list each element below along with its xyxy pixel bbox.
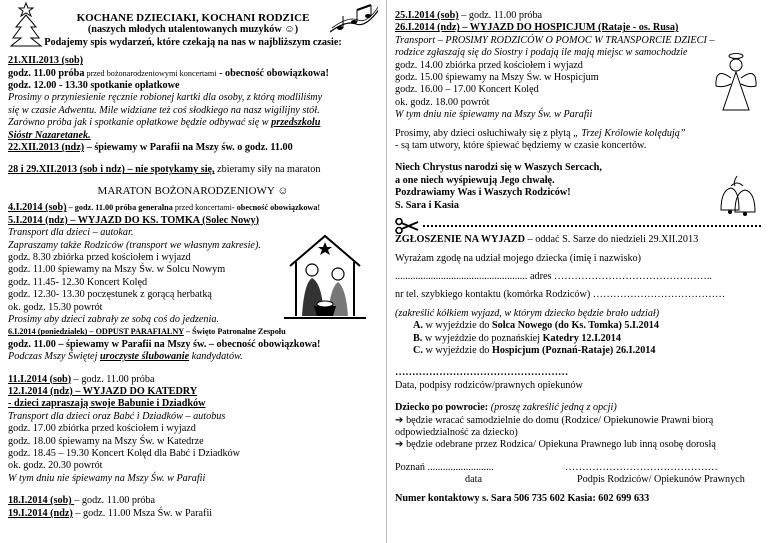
trip-option-a[interactable]: A. w wyjeździe do Solca Nowego (do Ks. Tomka) 5.I.2014 (413, 320, 659, 332)
dec21-meeting: godz. 12.00 - 13.30 spotkanie opłatkowe (8, 80, 180, 92)
christmas-tree-icon (9, 1, 43, 49)
jan5-line-1: Transport dla dzieci – autokar. (8, 227, 134, 239)
city-date-field[interactable]: Poznań .......................... (395, 461, 494, 473)
return-option-1-cont: odpowiedzialność za dziecko) (395, 426, 518, 438)
event-jan19: 19.I.2014 (ndz) – godz. 11.00 Msza Św. w Parafii (8, 507, 213, 519)
jan26-line-1: Transport – PROSIMY RODZICÓW O POMOC W TRANSPORCIE DZIECI – (395, 34, 715, 46)
jan12-line-5: ok. godz. 20.30 powrót (8, 460, 103, 472)
city-sign-row (395, 462, 761, 474)
return-option-2[interactable]: ➔ będzie odebrane przez Rodzica/ Opiekuna Prawnego lub inną osobę dorosłą (395, 439, 716, 451)
jan26-line-6: ok. godz. 18.00 powrót (395, 96, 490, 108)
event-jan25: 25.I.2014 (sob) – godz. 11.00 próba (395, 10, 543, 21)
music-notes-icon (326, 2, 378, 38)
trip-option-b[interactable]: B. w wyjeździe do poznańskiej Katedry 12.I.2014 (413, 332, 621, 344)
jan26-line-2: rodzice zgłaszają się do Siostry i podają ile mają miejsc w samochodzie (395, 47, 688, 59)
jan6-line-1: godz. 11.00 – śpiewamy w Parafii na Mszy św. – obecność obowiązkowa! (8, 338, 321, 350)
jan26-line-4: godz. 15.00 śpiewamy na Mszy Św. w Hospicjum (395, 72, 599, 84)
dec21-text-4: Sióstr Nazaretanek. (8, 129, 91, 141)
scissors-icon (395, 218, 419, 234)
form-phone-field[interactable]: nr tel. szybkiego kontaktu (komórka Rodziców) ………………………………… (395, 289, 726, 301)
signature-dots[interactable]: …………………………………………… (395, 367, 569, 379)
intro-text: Podajemy spis wydarzeń, które czekają na nas w najbliższym czasie: (44, 36, 342, 48)
jan12-line-3: godz. 18.00 śpiewamy na Mszy Św. w Katedrze (8, 435, 204, 447)
event-date-dec21: 21.XII.2013 (sob) (8, 55, 83, 67)
trip-option-c[interactable]: C. w wyjeździe do Hospicjum (Poznań-Rataje) 26.I.2014 (413, 344, 656, 356)
form-address-field[interactable]: .................................................... adres ……………………………………….. (395, 270, 712, 282)
city-sign-labels (395, 474, 761, 486)
parents-signature-field[interactable]: ……………………………………… (565, 461, 718, 473)
bells-icon (713, 172, 761, 220)
page-title: KOCHANE DZIECIAKI, KOCHANI RODZICE (76, 12, 310, 24)
jan12-line-6: W tym dniu nie śpiewamy na Mszy Św. w Parafii (8, 472, 206, 484)
trip-options (395, 320, 761, 357)
wish-line-2: a one niech wyśpiewują Jego chwałę. (395, 174, 555, 186)
event-jan18: 18.I.2014 (sob) – godz. 11.00 próba (8, 495, 156, 507)
jan5-line-3: godz. 8.30 zbiórka przed kościołem i wyjazd (8, 251, 191, 263)
event-jan12-heading: 12.I.2014 (ndz) – WYJAZD DO KATEDRY (8, 385, 198, 397)
angel-icon (713, 52, 759, 114)
event-dec22: 22.XII.2013 (ndz) – śpiewamy w Parafii na Mszy św. o godz. 11.00 (8, 142, 293, 154)
listen-line-1: Prosimy, aby dzieci osłuchiwały się z płytą „ Trzej Królowie kolędują” (395, 127, 686, 139)
dec21-rehearsal: godz. 11.00 próba przed bożonarodzeniowymi koncertami - obecność obowiązkowa! (8, 67, 329, 79)
cut-line (395, 218, 761, 234)
dec21-text-2: się w czasie Adwentu. Mile widziane też coś słodkiego na nasz wigilijny stół. (8, 104, 320, 116)
jan5-line-4: godz. 11.00 śpiewamy na Mszy Św. w Solcu Nowym (8, 264, 226, 276)
jan5-line-2: Zapraszamy także Rodziców (transport we własnym zakresie). (8, 239, 261, 251)
jan12-line-1: Transport dla dzieci oraz Babć i Dziadków – autobus (8, 410, 226, 422)
right-column (395, 0, 761, 543)
jan5-line-8: Prosimy aby dzieci zabrały ze sobą coś do jedzenia. (8, 313, 219, 325)
column-divider (386, 0, 387, 543)
event-jan11: 11.I.2014 (sob) – godz. 11.00 próba (8, 373, 155, 385)
event-jan6-heading: 6.I.2014 (poniedziałek) – ODPUST PARAFIALNY – Święto Patronalne Zespołu (8, 327, 286, 337)
event-dec28: 28 i 29.XII.2013 (sob i ndz) – nie spotykamy się, zbieramy siły na maraton (8, 164, 321, 176)
jan12-line-2: godz. 17.00 zbiórka przed kościołem i wyjazd (8, 423, 196, 435)
event-jan26-heading: 26.I.2014 (ndz) – WYJAZD DO HOSPICJUM (Rataje - os. Rusa) (395, 22, 679, 34)
wish-line-3: Pozdrawiamy Was i Waszych Rodziców! (395, 187, 571, 199)
jan12-sub: - dzieci zapraszają swoje Babunie i Dziadków (8, 398, 206, 410)
contact-numbers: Numer kontaktowy s. Sara 506 735 602 Kasia: 602 699 633 (395, 492, 650, 504)
wish-line-1: Niech Chrystus narodzi się w Waszych Sercach, (395, 162, 602, 174)
maraton-heading: MARATON BOŻONARODZENIOWY ☺ (97, 184, 289, 197)
nativity-scene-icon (284, 228, 366, 323)
form-title: ZGŁOSZENIE NA WYJAZD – oddać S. Sarze do niedzieli 29.XII.2013 (395, 234, 699, 246)
jan5-line-7: ok. godz. 15.30 powrót (8, 301, 103, 313)
listen-line-2: - są tam utwory, które śpiewać będziemy w czasie koncertów. (395, 140, 647, 152)
dec21-text-1: Prosimy o przyniesienie ręcznie robionej kartki dla osoby, z którą modliliśmy (8, 92, 323, 104)
wish-signature: S. Sara i Kasia (395, 199, 459, 211)
jan5-line-5: godz. 11.45- 12.30 Koncert Kolęd (8, 276, 148, 288)
event-jan4: 4.I.2014 (sob) – godz. 11.00 próba generalna przed koncertami- obecność obowiązkowa! (8, 202, 321, 214)
left-column (8, 0, 378, 543)
return-title: Dziecko po powrocie: (proszę zakreślić jedną z opcji) (395, 402, 617, 414)
jan26-line-7: W tym dniu nie śpiewamy na Mszy Św. w Parafii (395, 109, 593, 121)
signature-label: Data, podpisy rodziców/prawnych opiekunów (395, 379, 583, 391)
jan26-line-5: godz. 16.00 – 17.00 Koncert Kolęd (395, 84, 539, 96)
date-label: data (465, 474, 482, 486)
jan26-line-3: godz. 14.00 zbiórka przed kościołem i wyjazd (395, 59, 583, 71)
form-consent: Wyrażam zgodę na udział mojego dziecka (imię i nazwisko) (395, 252, 642, 264)
jan6-line-2: Podczas Mszy Świętej uroczyste ślubowanie kandydatów. (8, 351, 243, 363)
return-option-1[interactable]: ➔ będzie wracać samodzielnie do domu (Rodzice/ Opiekunowie Prawni biorą (395, 414, 714, 426)
jan12-line-4: godz. 18.45 – 19.30 Koncert Kolęd dla Babć i Dziadków (8, 448, 240, 459)
page-subtitle: (naszych młodych utalentowanych muzyków ☺) (87, 24, 299, 36)
jan5-line-6: godz. 12.30- 13.30 poczęstunek z gorącą herbatką (8, 289, 212, 301)
cut-dotted-line (423, 225, 761, 227)
parents-signature-label: Podpis Rodziców/ Opiekunów Prawnych (577, 474, 745, 486)
form-circle-note: (zakreślić kółkiem wyjazd, w którym dziecko będzie brało udział) (395, 307, 660, 319)
event-jan5-heading: 5.I.2014 (ndz) – WYJAZD DO KS. TOMKA (Solec Nowy) (8, 214, 260, 226)
dec21-text-3: Zarówno próba jak i spotkanie opłatkowe będzie odbywać się w przedszkolu (8, 117, 321, 129)
